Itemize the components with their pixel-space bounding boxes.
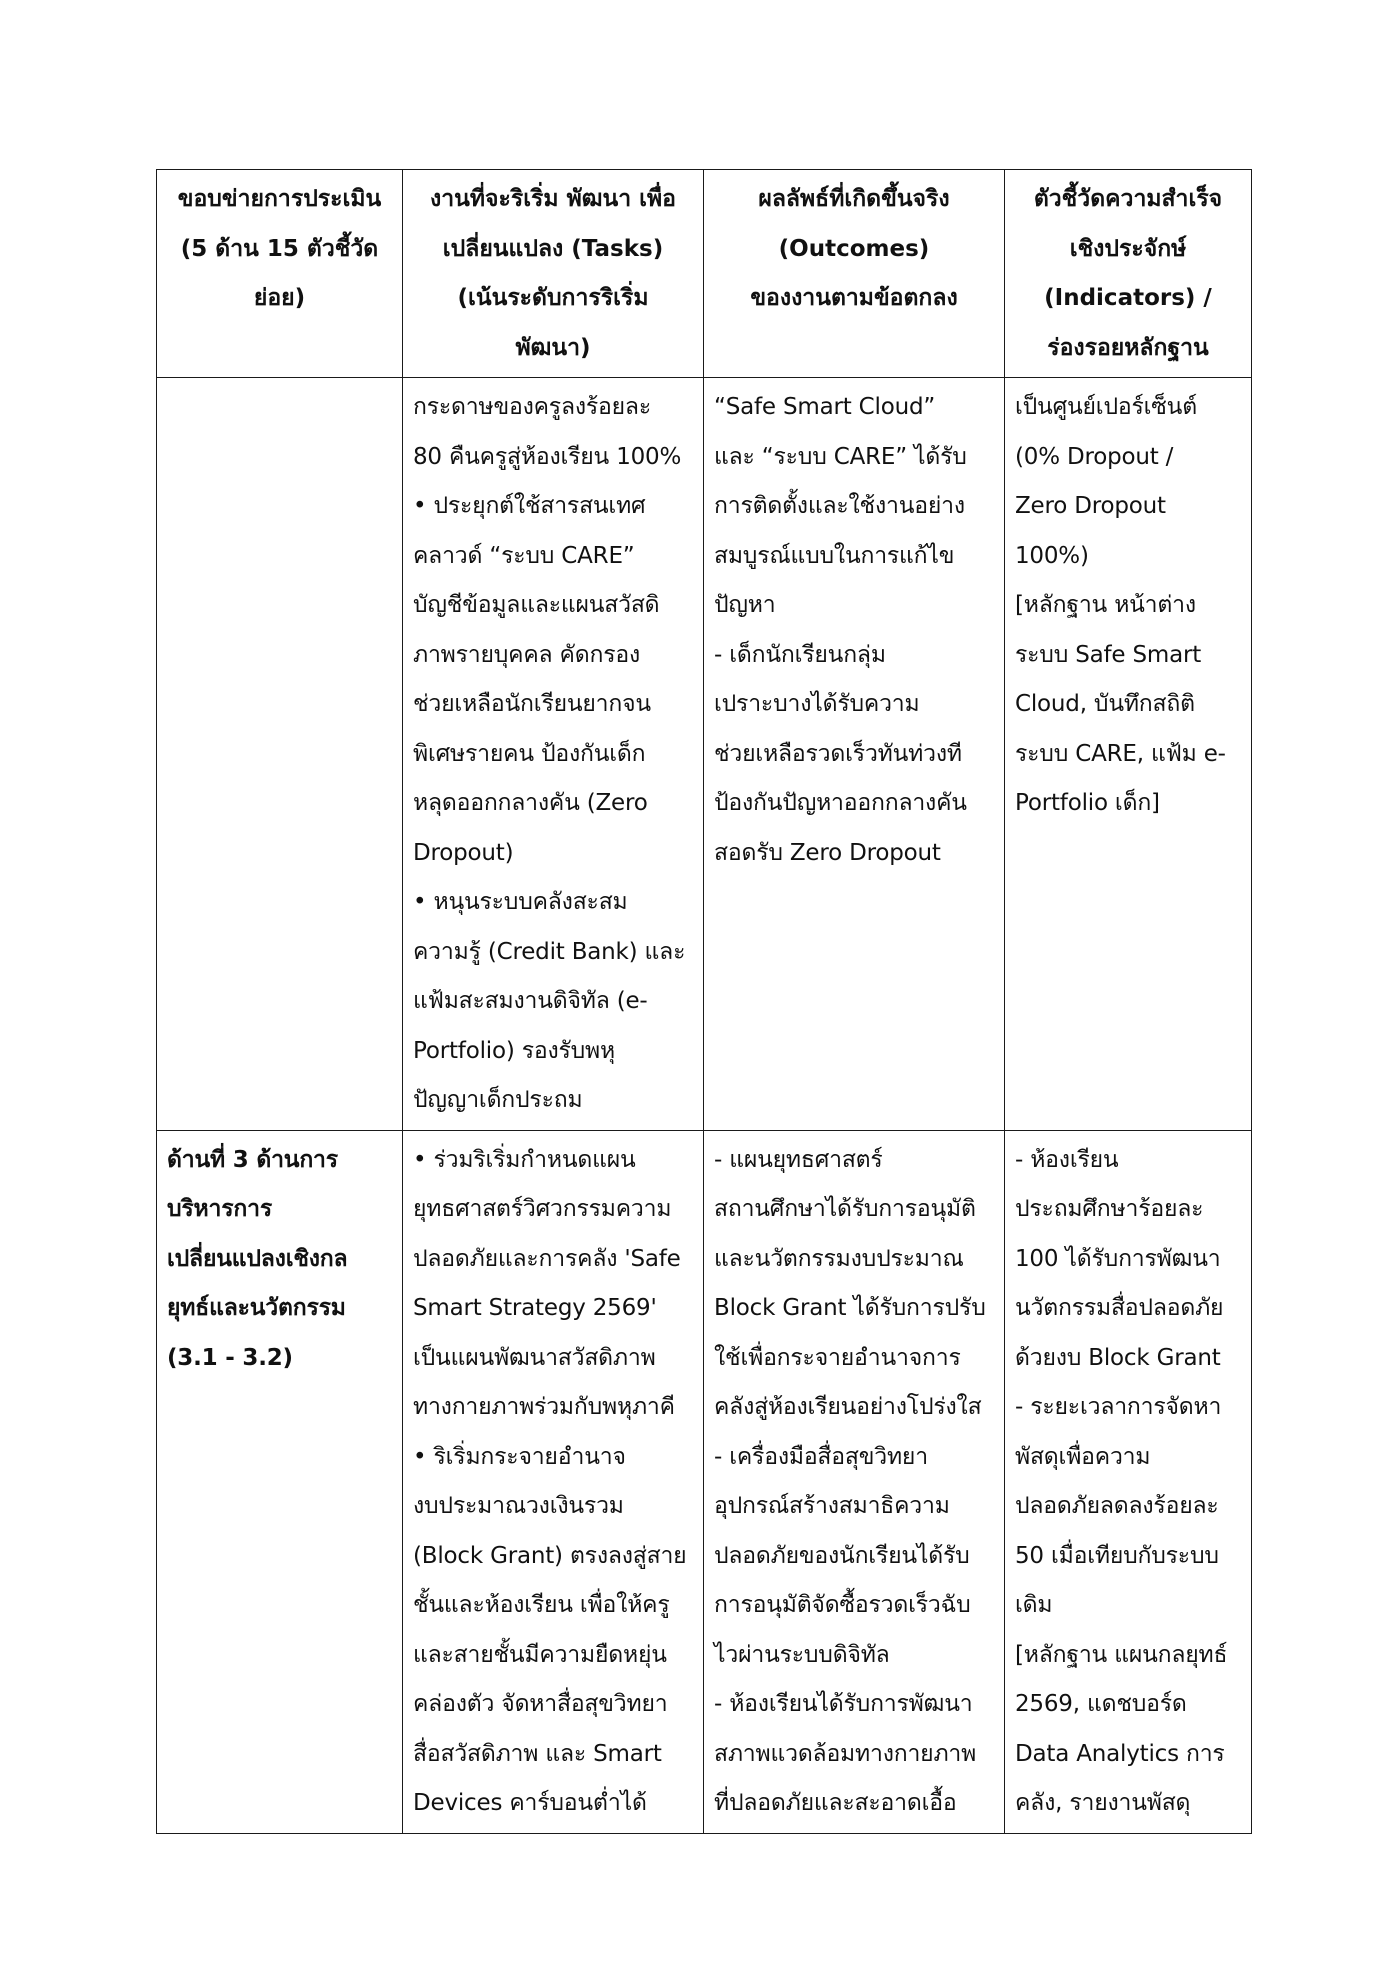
- cell-text-line: ประถมศึกษาร้อยละ: [1015, 1196, 1204, 1222]
- cell-text-line: สภาพแวดล้อมทางกายภาพ: [714, 1740, 977, 1767]
- header-scope: [157, 170, 403, 378]
- header-tasks: [403, 170, 704, 378]
- cell-text-line: 100 ได้รับการพัฒนา: [1015, 1245, 1221, 1272]
- cell-text-line: - เด็กนักเรียนกลุ่ม: [714, 641, 886, 668]
- cell-text-line: 100%): [1015, 542, 1089, 569]
- cell-text-line: Zero Dropout: [1015, 493, 1166, 519]
- header-text-line: ร่องรอยหลักฐาน: [1047, 334, 1209, 361]
- cell-text-line: การอนุมัติจัดซื้อรวดเร็วฉับ: [714, 1592, 971, 1618]
- cell-text-line: กระดาษของครูลงร้อยละ: [413, 394, 651, 420]
- header-text-line: ผลลัพธ์ที่เกิดขึ้นจริง: [758, 186, 950, 212]
- header-text-line: เปลี่ยนแปลง (Tasks): [442, 235, 664, 262]
- cell-text-line: ไวผ่านระบบดิจิทัล: [714, 1641, 890, 1668]
- cell-text-line: พิเศษรายคน ป้องกันเด็ก: [413, 740, 646, 767]
- header-text-line: เชิงประจักษ์: [1069, 235, 1187, 262]
- cell-text-line: ด้านที่ 3 ด้านการ: [167, 1146, 338, 1173]
- cell-text-line: - ห้องเรียนได้รับการพัฒนา: [714, 1691, 973, 1717]
- header-text-line: พัฒนา): [515, 334, 591, 361]
- cell-text-line: อุปกรณ์สร้างสมาธิความ: [714, 1493, 950, 1519]
- cell-text-line: เป็นศูนย์เปอร์เซ็นต์: [1015, 394, 1197, 420]
- cell-text-line: ระบบ Safe Smart: [1015, 641, 1202, 668]
- cell-text-line: เป็นแผนพัฒนาสวัสดิภาพ: [413, 1344, 656, 1371]
- tasks-cell: [403, 378, 704, 1131]
- cell-text-line: บริหารการ: [167, 1196, 272, 1222]
- header-text-line: (Indicators) /: [1044, 285, 1212, 311]
- header-text-line: ย่อย): [253, 285, 306, 311]
- cell-text-line: Dropout): [413, 839, 514, 866]
- cell-text-line: Portfolio เด็ก]: [1015, 790, 1160, 816]
- header-outcomes: [704, 170, 1005, 378]
- cell-text-line: การติดตั้งและใช้งานอย่าง: [714, 493, 965, 519]
- dimension-cell: [157, 1130, 403, 1833]
- cell-text-line: ที่ปลอดภัยและสะอาดเอื้อ: [714, 1790, 957, 1816]
- cell-text-line: พัสดุเพื่อความ: [1015, 1443, 1151, 1470]
- cell-text-line: [หลักฐาน หน้าต่าง: [1015, 592, 1196, 618]
- cell-text-line: • ริเริ่มกระจายอำนาจ: [413, 1443, 626, 1470]
- cell-text-line: ปลอดภัยของนักเรียนได้รับ: [714, 1542, 970, 1569]
- cell-text-line: ชั้นและห้องเรียน เพื่อให้ครู: [413, 1592, 670, 1618]
- cell-text-line: ปัญญาเด็กประถม: [413, 1087, 583, 1113]
- cell-text-line: ความรู้ (Credit Bank) และ: [413, 938, 686, 965]
- header-indicators: [1005, 170, 1252, 378]
- cell-text-line: ระบบ CARE, แฟ้ม e-: [1015, 740, 1226, 767]
- cell-text-line: สถานศึกษาได้รับการอนุมัติ: [714, 1196, 976, 1222]
- cell-text-line: นวัตกรรมสื่อปลอดภัย: [1015, 1295, 1224, 1321]
- tasks-cell: [403, 1130, 704, 1833]
- evaluation-table: [156, 169, 1252, 1834]
- cell-text-line: แฟ้มสะสมงานดิจิทัล (e-: [413, 988, 648, 1014]
- cell-text-line: คลัง, รายงานพัสดุ: [1015, 1790, 1191, 1816]
- cell-text-line: เดิม: [1015, 1592, 1053, 1618]
- cell-text-line: ทางกายภาพร่วมกับพหุภาคี: [413, 1394, 675, 1420]
- cell-text-line: - เครื่องมือสื่อสุขวิทยา: [714, 1443, 928, 1470]
- cell-text-line: และสายชั้นมีความยืดหยุ่น: [413, 1641, 667, 1668]
- cell-text-line: งบประมาณวงเงินรวม: [413, 1493, 624, 1519]
- cell-text-line: ปัญหา: [714, 592, 776, 618]
- cell-text-line: Block Grant ได้รับการปรับ: [714, 1295, 986, 1321]
- cell-text-line: Data Analytics การ: [1015, 1740, 1225, 1767]
- cell-text-line: - ห้องเรียน: [1015, 1146, 1119, 1173]
- cell-text-line: • หนุนระบบคลังสะสม: [413, 889, 628, 915]
- header-text-line: (5 ด้าน 15 ตัวชี้วัด: [180, 235, 379, 262]
- cell-text-line: (0% Dropout /: [1015, 443, 1174, 470]
- cell-text-line: คล่องตัว จัดหาสื่อสุขวิทยา: [413, 1691, 668, 1717]
- header-text-line: ตัวชี้วัดความสำเร็จ: [1033, 186, 1223, 212]
- cell-text-line: (Block Grant) ตรงลงสู่สาย: [413, 1542, 687, 1569]
- cell-text-line: [หลักฐาน แผนกลยุทธ์: [1015, 1641, 1228, 1668]
- cell-text-line: 2569, แดชบอร์ด: [1015, 1691, 1187, 1717]
- outcomes-cell: [704, 378, 1005, 1131]
- cell-text-line: 50 เมื่อเทียบกับระบบ: [1015, 1542, 1219, 1569]
- cell-text-line: (3.1 - 3.2): [167, 1344, 293, 1371]
- cell-text-line: ใช้เพื่อกระจายอำนาจการ: [714, 1344, 961, 1371]
- cell-text-line: คลังสู่ห้องเรียนอย่างโปร่งใส: [714, 1394, 982, 1420]
- header-text-line: (เน้นระดับการริเริ่ม: [457, 285, 649, 311]
- header-text-line: ขอบข่ายการประเมิน: [177, 186, 382, 212]
- cell-text-line: ยุทธ์และนวัตกรรม: [167, 1295, 346, 1321]
- cell-text-line: และนวัตกรรมงบประมาณ: [714, 1245, 964, 1272]
- cell-text-line: สอดรับ Zero Dropout: [714, 839, 941, 866]
- header-text-line: ของงานตามข้อตกลง: [750, 285, 958, 311]
- cell-text-line: ภาพรายบุคคล คัดกรอง: [413, 641, 641, 668]
- cell-text-line: 80 คืนครูสู่ห้องเรียน 100%: [413, 443, 682, 470]
- table-row: [157, 1130, 1252, 1833]
- cell-text-line: เปลี่ยนแปลงเชิงกล: [167, 1245, 348, 1272]
- cell-text-line: ช่วยเหลือนักเรียนยากจน: [413, 691, 651, 717]
- cell-text-line: ปลอดภัยและการคลัง 'Safe: [413, 1245, 681, 1272]
- cell-text-line: ป้องกันปัญหาออกกลางคัน: [714, 790, 967, 816]
- cell-text-line: สื่อสวัสดิภาพ และ Smart: [413, 1740, 662, 1767]
- cell-text-line: - ระยะเวลาการจัดหา: [1015, 1394, 1222, 1420]
- cell-text-line: และ “ระบบ CARE” ได้รับ: [714, 443, 967, 470]
- cell-text-line: Cloud, บันทึกสถิติ: [1015, 691, 1195, 717]
- table-header-row: [157, 170, 1252, 378]
- dimension-cell: [157, 378, 403, 1131]
- header-text-line: (Outcomes): [778, 235, 930, 262]
- cell-text-line: บัญชีข้อมูลและแผนสวัสดิ: [413, 592, 660, 618]
- cell-text-line: คลาวด์ “ระบบ CARE”: [413, 542, 635, 569]
- cell-text-line: Devices คาร์บอนต่ำได้: [413, 1790, 647, 1816]
- indicators-cell: [1005, 1130, 1252, 1833]
- cell-text-line: ยุทธศาสตร์วิศวกรรมความ: [413, 1196, 672, 1222]
- table-row: [157, 378, 1252, 1131]
- outcomes-cell: [704, 1130, 1005, 1833]
- cell-text-line: • ร่วมริเริ่มกำหนดแผน: [413, 1146, 636, 1173]
- cell-text-line: เปราะบางได้รับความ: [714, 691, 920, 717]
- cell-text-line: ช่วยเหลือรวดเร็วทันท่วงที: [714, 740, 962, 767]
- indicators-cell: [1005, 378, 1252, 1131]
- cell-text-line: ด้วยงบ Block Grant: [1015, 1344, 1221, 1371]
- cell-text-line: “Safe Smart Cloud”: [714, 394, 936, 420]
- cell-text-line: สมบูรณ์แบบในการแก้ไข: [714, 542, 955, 569]
- header-text-line: งานที่จะริเริ่ม พัฒนา เพื่อ: [429, 186, 676, 212]
- cell-text-line: Smart Strategy 2569': [413, 1295, 657, 1321]
- cell-text-line: - แผนยุทธศาสตร์: [714, 1146, 883, 1173]
- cell-text-line: • ประยุกต์ใช้สารสนเทศ: [413, 493, 646, 519]
- cell-text-line: ปลอดภัยลดลงร้อยละ: [1015, 1493, 1219, 1519]
- cell-text-line: หลุดออกกลางคัน (Zero: [413, 790, 648, 816]
- cell-text-line: Portfolio) รองรับพหุ: [413, 1037, 615, 1064]
